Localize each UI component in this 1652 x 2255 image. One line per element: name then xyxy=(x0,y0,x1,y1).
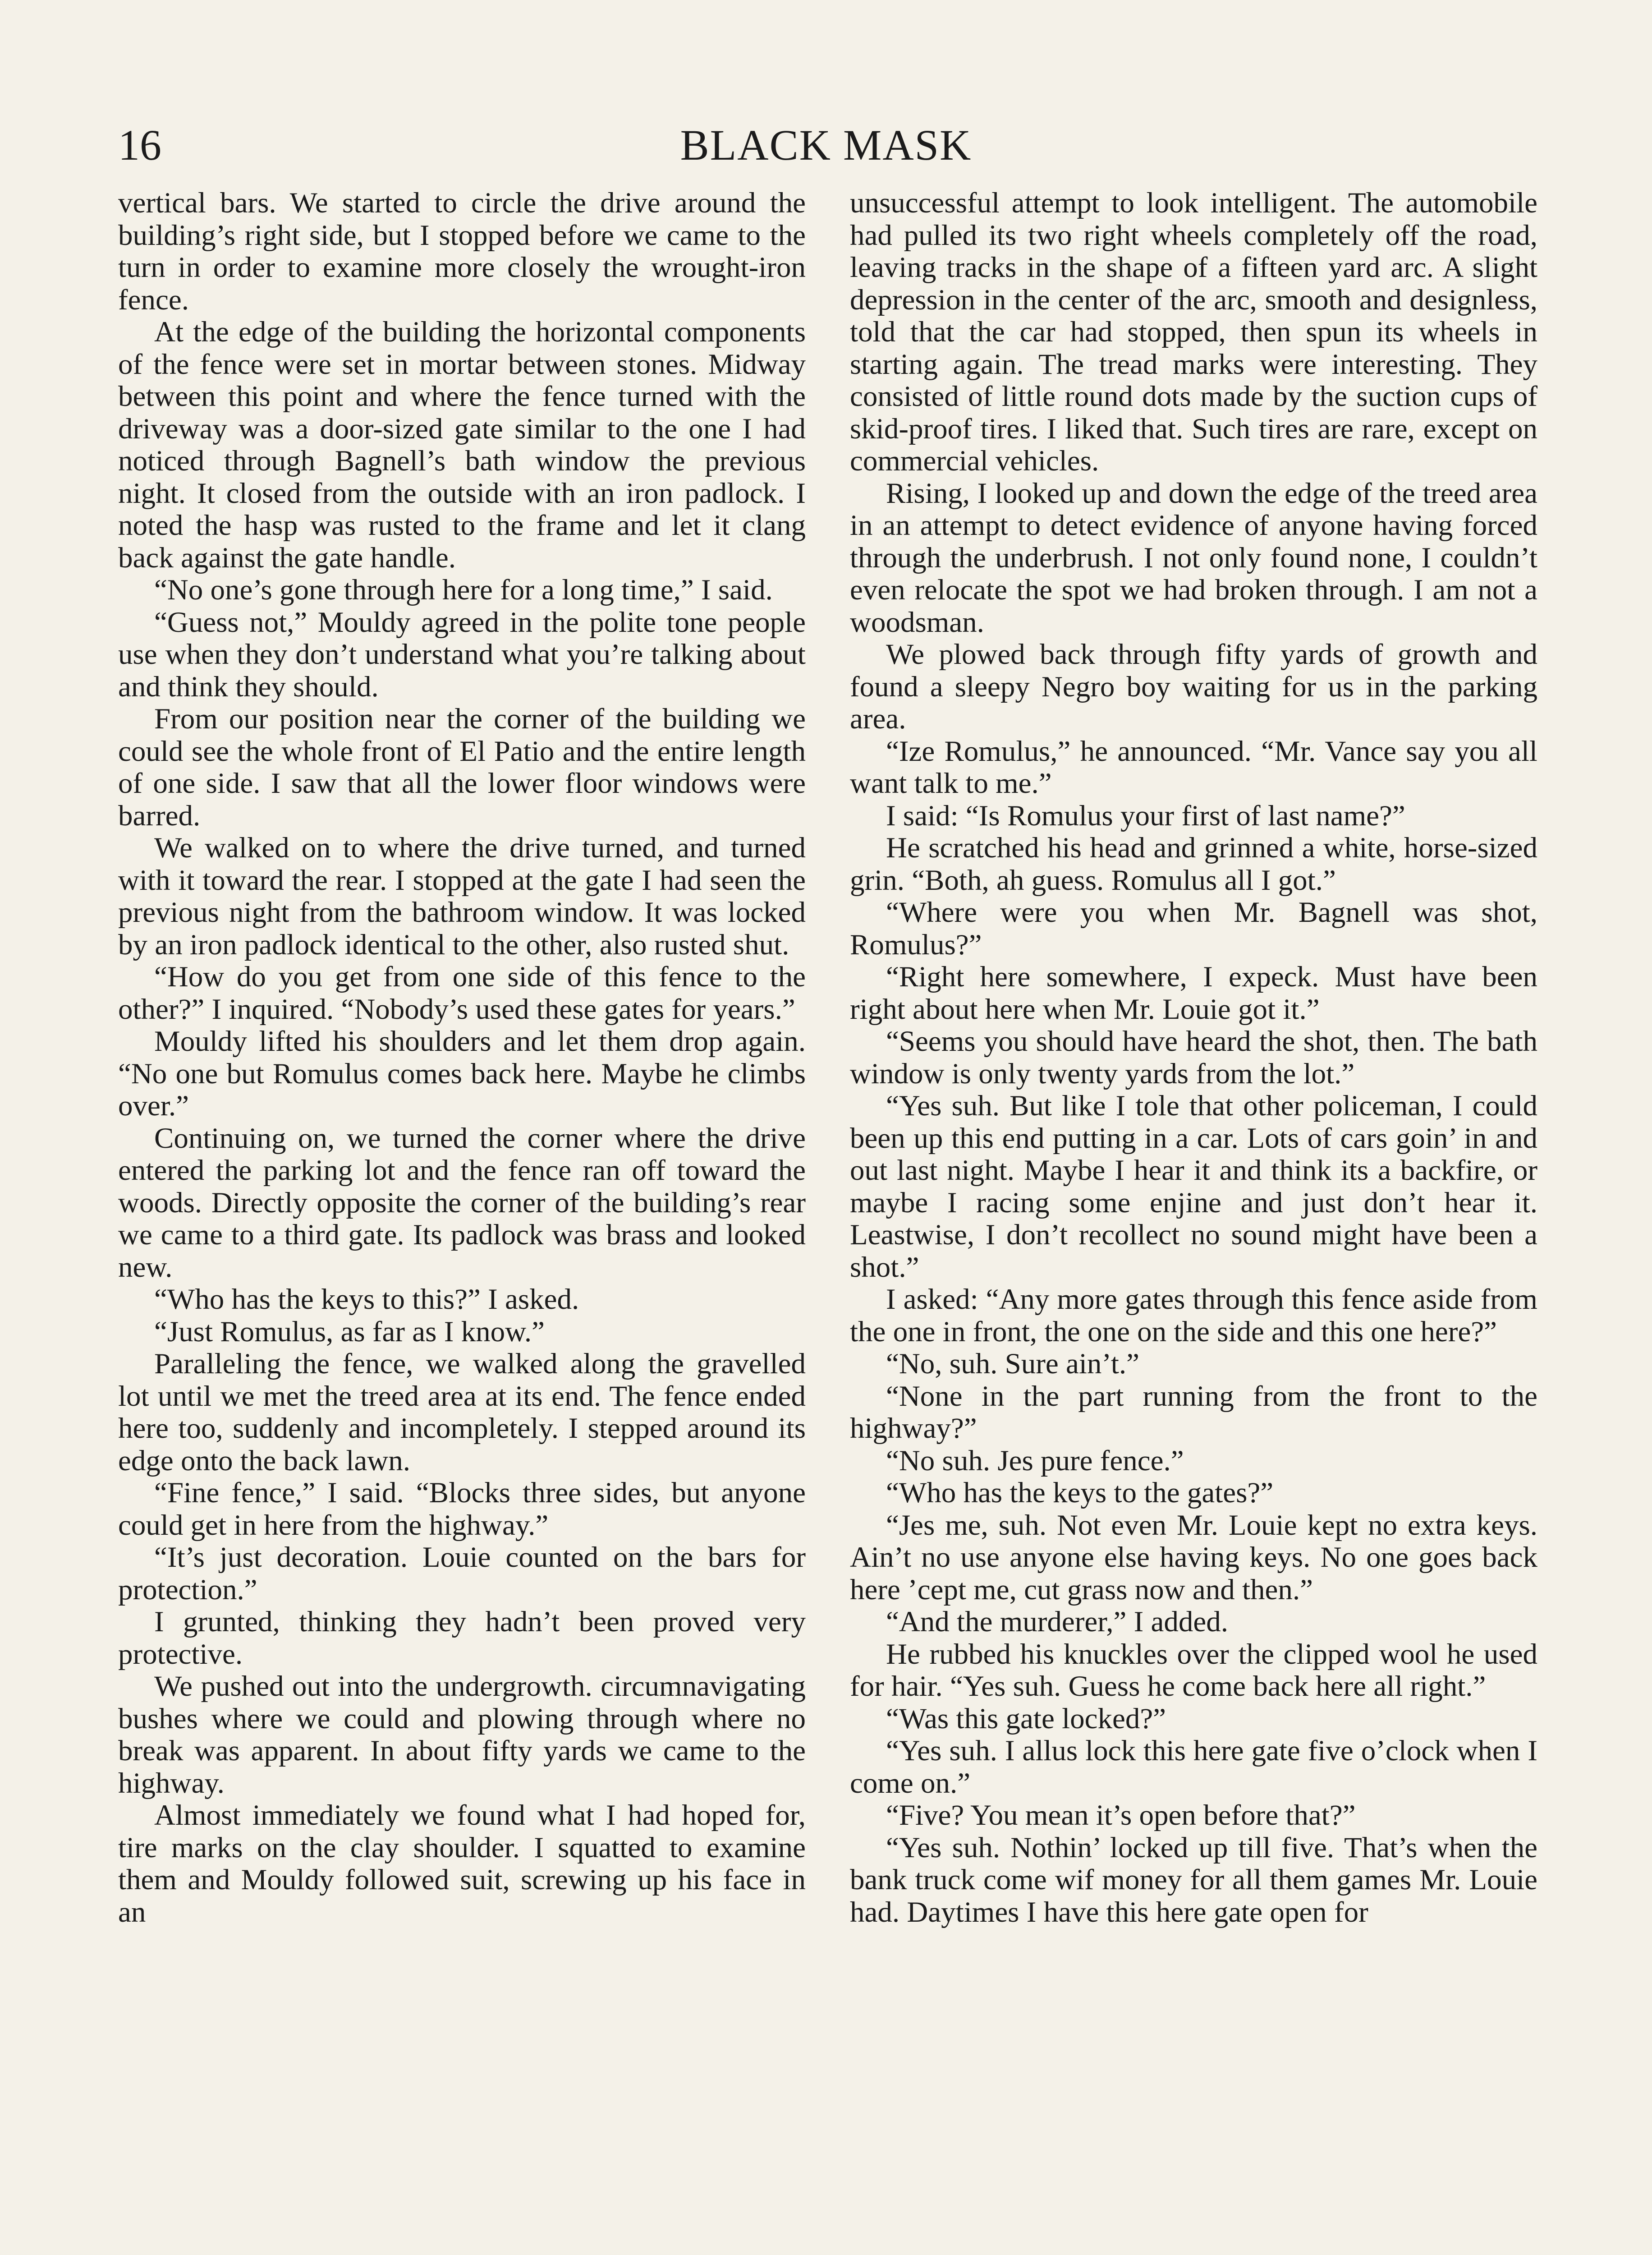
paragraph: I asked: “Any more gates through this fence aside from the one in front, the one on the side and this one here?” xyxy=(850,1283,1537,1348)
paragraph: Almost immediately we found what I had hoped for, tire marks on the clay shoulder. I squatted to examine them and Mouldy followed suit, screwing up his face in an xyxy=(118,1799,806,1928)
page-header xyxy=(0,118,1652,172)
paragraph: He rubbed his knuckles over the clipped wool he used for hair. “Yes suh. Guess he come back here all right.” xyxy=(850,1638,1537,1703)
paragraph: “Yes suh. Nothin’ locked up till five. That’s when the bank truck come wif money for all them games Mr. Louie had. Daytimes I have this here gate open for xyxy=(850,1831,1537,1928)
paragraph: I grunted, thinking they hadn’t been proved very protective. xyxy=(118,1606,806,1671)
paragraph: “Right here somewhere, I expeck. Must have been right about here when Mr. Louie got it.” xyxy=(850,961,1537,1026)
paragraph: Paralleling the fence, we walked along the gravelled lot until we met the treed area at its end. The fence ended here too, suddenly and incompletely. I stepped around its edge onto the back lawn. xyxy=(118,1348,806,1477)
paragraph: “Seems you should have heard the shot, then. The bath window is only twenty yards from the lot.” xyxy=(850,1025,1537,1090)
paragraph: We plowed back through fifty yards of growth and found a sleepy Negro boy waiting for us in the parking area. xyxy=(850,638,1537,735)
paragraph: “Ize Romulus,” he announced. “Mr. Vance say you all want talk to me.” xyxy=(850,735,1537,800)
paragraph: “Fine fence,” I said. “Blocks three sides, but anyone could get in here from the highway.” xyxy=(118,1477,806,1542)
paragraph: From our position near the corner of the building we could see the whole front of El Patio and the entire length of one side. I saw that all the lower floor windows were barred. xyxy=(118,703,806,832)
paragraph: unsuccessful attempt to look intelligent. The automobile had pulled its two right wheels completely off the road, leaving tracks in the shape of a fifteen yard arc. A slight depression in the center of the arc, smooth and designless, told that the car had stopped, then spun its wheels in starting again. The tread marks were interesting. They consisted of little round dots made by the suction cups of skid-proof tires. I liked that. Such tires are rare, except on commercial vehicles. xyxy=(850,187,1537,477)
paragraph: “No suh. Jes pure fence.” xyxy=(886,1444,1184,1477)
paragraph: “Yes suh. I allus lock this here gate five o’clock when I come on.” xyxy=(850,1735,1537,1799)
right-column xyxy=(850,187,1537,1928)
paragraph: Rising, I looked up and down the edge of the treed area in an attempt to detect evidence of anyone having forced through the underbrush. I not only found none, I couldn’t even relocate the spot we had broken through. I am not a woodsman. xyxy=(850,477,1537,639)
paragraph: “Guess not,” Mouldy agreed in the polite tone people use when they don’t understand what you’re talking about and think they should. xyxy=(118,606,806,703)
paragraph: “No, suh. Sure ain’t.” xyxy=(886,1348,1140,1380)
paragraph: At the edge of the building the horizontal components of the fence were set in mortar between stones. Midway between this point and where the fence turned with the driveway was a door-sized gate similar to the one I had noticed through Bagnell’s bath window the previous night. It closed from the outside with an iron padlock. I noted the hasp was rusted to the frame and let it clang back against the gate handle. xyxy=(118,316,806,574)
left-column xyxy=(118,187,806,1928)
paragraph: “None in the part running from the front to the highway?” xyxy=(850,1380,1537,1445)
paragraph: “Yes suh. But like I tole that other policeman, I could been up this end putting in a car. Lots of cars goin’ in and out last night. Maybe I hear it and think its a backfire, or maybe I racing some enjine and just don’t hear it. Leastwise, I don’t recollect no sound might have been a shot.” xyxy=(850,1090,1537,1284)
paragraph: We pushed out into the undergrowth. circumnavigating bushes where we could and plowing through where no break was apparent. In about fifty yards we came to the highway. xyxy=(118,1670,806,1799)
paragraph: Mouldy lifted his shoulders and let them drop again. “No one but Romulus comes back here. Maybe he climbs over.” xyxy=(118,1025,806,1122)
paragraph: “Was this gate locked?” xyxy=(886,1702,1166,1735)
paragraph: “It’s just decoration. Louie counted on the bars for protection.” xyxy=(118,1541,806,1606)
paragraph: “Where were you when Mr. Bagnell was shot, Romulus?” xyxy=(850,896,1537,961)
magazine-title: BLACK MASK xyxy=(680,121,972,169)
page-number: 16 xyxy=(118,121,161,169)
paragraph: “Five? You mean it’s open before that?” xyxy=(886,1799,1356,1832)
paragraph: “Just Romulus, as far as I know.” xyxy=(154,1315,545,1348)
paragraph: “Jes me, suh. Not even Mr. Louie kept no extra keys. Ain’t no use anyone else having keys. No one goes back here ’cept me, cut grass now and then.” xyxy=(850,1509,1537,1606)
paragraph: “Who has the keys to this?” I asked. xyxy=(154,1283,579,1316)
paragraph: vertical bars. We started to circle the drive around the building’s right side, but I stopped before we came to the turn in order to examine more closely the wrought-iron fence. xyxy=(118,187,806,316)
paragraph: He scratched his head and grinned a white, horse-sized grin. “Both, ah guess. Romulus all I got.” xyxy=(850,832,1537,897)
paragraph: Continuing on, we turned the corner where the drive entered the parking lot and the fence ran off toward the woods. Directly opposite the corner of the building’s rear we came to a third gate. Its padlock was brass and looked new. xyxy=(118,1122,806,1284)
paragraph: “And the murderer,” I added. xyxy=(886,1606,1228,1638)
paragraph: “No one’s gone through here for a long time,” I said. xyxy=(154,574,773,606)
paragraph: “Who has the keys to the gates?” xyxy=(886,1477,1274,1509)
paragraph: We walked on to where the drive turned, and turned with it toward the rear. I stopped at the gate I had seen the previous night from the bathroom window. It was locked by an iron padlock identical to the other, also rusted shut. xyxy=(118,832,806,961)
paragraph: “How do you get from one side of this fence to the other?” I inquired. “Nobody’s used these gates for years.” xyxy=(118,961,806,1026)
paragraph: I said: “Is Romulus your first of last name?” xyxy=(886,799,1405,832)
